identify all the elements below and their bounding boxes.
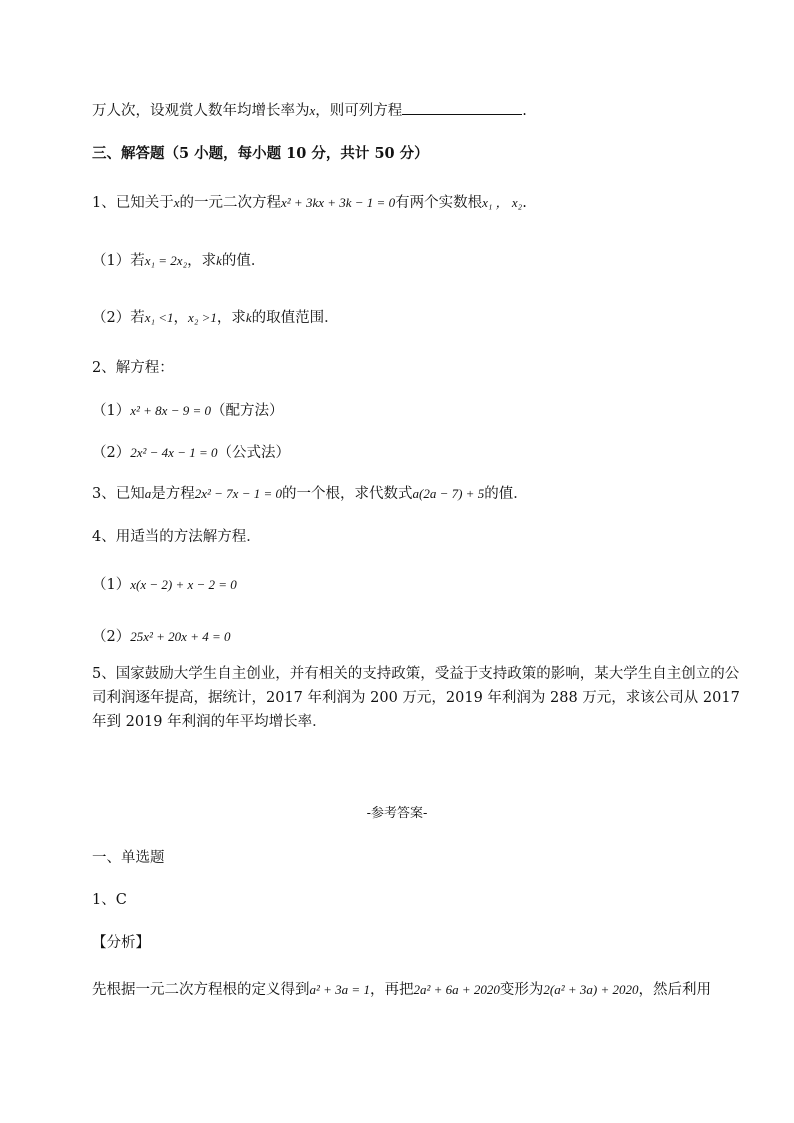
question-1-part-2 xyxy=(92,306,339,327)
text: ，求 xyxy=(216,310,246,326)
expression: 2(a² + 3a) + 2020 xyxy=(543,982,639,997)
text: ，则可列方程 xyxy=(315,103,403,119)
answers-title: -参考答案- xyxy=(366,806,428,821)
text: （2） xyxy=(92,629,131,645)
inequality: x₁ <1 xyxy=(144,310,174,325)
section-heading-3: 三、解答题（5 小题，每小题 10 分，共计 50 分） xyxy=(92,145,429,162)
text: ， xyxy=(173,310,189,326)
variable-a: a xyxy=(144,486,152,501)
equation: 25x² + 20x + 4 = 0 xyxy=(130,629,231,644)
question-1 xyxy=(92,191,527,212)
text: 3、已知 xyxy=(92,486,145,502)
text: 先根据一元二次方程根的定义得到 xyxy=(92,982,310,998)
question-3 xyxy=(92,482,528,503)
inequality: x₂ >1 xyxy=(188,310,217,325)
text: 万人次，设观赏人数年均增长率为 xyxy=(92,103,310,119)
text: （公式法） xyxy=(217,445,290,461)
answer-blank xyxy=(402,102,522,115)
question-4-part-1 xyxy=(92,573,237,594)
text: （1） xyxy=(92,577,131,593)
variable-k: k xyxy=(245,310,252,325)
question-4-part-2 xyxy=(92,625,231,646)
equation: x(x − 2) + x − 2 = 0 xyxy=(130,577,237,592)
text: . xyxy=(522,103,527,119)
roots: x₁ ， x₂ xyxy=(482,195,523,210)
text: 的值． xyxy=(221,253,266,269)
text: ，然后利用 xyxy=(638,982,712,998)
answer-1: 1、C xyxy=(92,892,127,908)
question-4: 4、用适当的方法解方程． xyxy=(92,529,261,545)
equation: x² + 3kx + 3k − 1 = 0 xyxy=(281,195,396,210)
question-2-part-1 xyxy=(92,399,284,420)
variable-x: x xyxy=(309,103,316,118)
analysis-text xyxy=(92,978,711,999)
text: 的一个根，求代数式 xyxy=(282,486,413,502)
equation: a² + 3a = 1 xyxy=(309,982,370,997)
text: （2）若 xyxy=(92,310,145,326)
expression: 2a² + 6a + 2020 xyxy=(413,982,500,997)
text: 变形为 xyxy=(499,982,544,998)
text: 1、已知关于 xyxy=(92,195,174,211)
text: （1）若 xyxy=(92,253,145,269)
text: 的取值范围． xyxy=(251,310,339,326)
question-2-part-2 xyxy=(92,441,290,462)
equation: 2x² − 7x − 1 = 0 xyxy=(194,486,282,501)
text: 有两个实数根 xyxy=(395,195,483,211)
text: （2） xyxy=(92,445,131,461)
text: 的值． xyxy=(484,486,528,502)
expression: a(2a − 7) + 5 xyxy=(412,486,485,501)
variable-x: x xyxy=(173,195,180,210)
section-heading-1: 一、单选题 xyxy=(92,850,165,866)
text-line-1 xyxy=(92,99,527,120)
variable-k: k xyxy=(216,253,222,268)
text: 是方程 xyxy=(151,486,195,502)
text: （1） xyxy=(92,403,131,419)
text: ，求 xyxy=(187,253,217,269)
text: 的一元二次方程 xyxy=(179,195,282,211)
text: ，再把 xyxy=(369,982,414,998)
text: （配方法） xyxy=(211,403,284,419)
equation: 2x² − 4x − 1 = 0 xyxy=(130,445,218,460)
text: . xyxy=(522,195,527,211)
analysis-label: 【分析】 xyxy=(92,935,150,951)
question-5: 5、国家鼓励大学生自主创业，并有相关的支持政策，受益于支持政策的影响，某大学生自主创立的公司利润逐年提高，据统计，2017 年利润为 200 万元，2019 年利润为 288 万元，求该公司从 2017 年到 2019 年利润的年平均增长率． xyxy=(92,666,740,730)
question-2: 2、解方程： xyxy=(92,360,174,376)
equation: x² + 8x − 9 = 0 xyxy=(130,403,211,418)
equation: x₁ = 2x₂ xyxy=(144,253,188,268)
question-1-part-1 xyxy=(92,249,265,270)
